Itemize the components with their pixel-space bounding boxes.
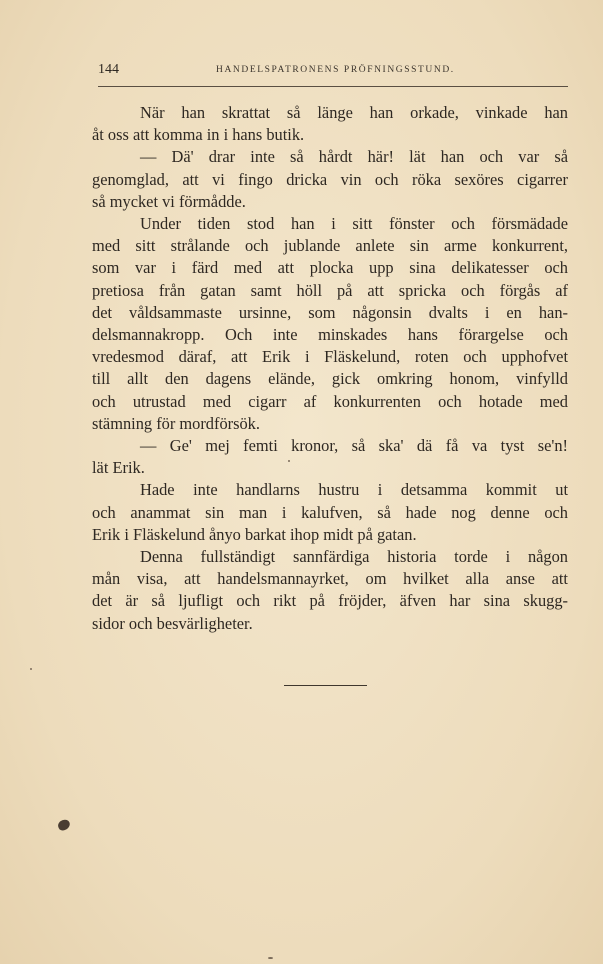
text-line: det våldsammaste ursinne, som någonsin dvalts i en han- [92, 302, 568, 322]
text-line: och anammat sin man i kalufven, så hade nog denne och [92, 502, 568, 522]
text-line: med sitt strålande och jublande anlete sin arme konkurrent, [92, 236, 568, 256]
paragraph [92, 546, 568, 635]
paper-speck [288, 460, 290, 462]
text-line: som var i färd med att plocka upp sina delikatesser och [92, 258, 568, 278]
text-line: sidor och besvärligheter. [92, 613, 253, 633]
text-line: Erik i Fläskelund ånyo barkat ihop midt på gatan. [92, 524, 417, 544]
page-number: 144 [98, 62, 119, 77]
text-line: — Ge' mej femti kronor, så ska' dä få va tyst se'n! [140, 436, 568, 456]
page-header [98, 62, 568, 87]
text-line: Denna fullständigt sannfärdiga historia torde i någon [140, 547, 568, 567]
text-line: lät Erik. [92, 458, 145, 478]
paragraph [92, 146, 568, 213]
paper-speck [30, 668, 32, 670]
text-line: det är så ljufligt och rikt på fröjder, äfven har sina skugg- [92, 591, 568, 611]
text-line: mån visa, att handelsmannayrket, om hvilket alla anse att [92, 569, 568, 589]
paragraph [92, 213, 568, 435]
section-end-rule [284, 685, 367, 686]
text-line: Hade inte handlarns hustru i detsamma kommit ut [140, 480, 568, 500]
text-line: till allt den dagens elände, gick omkring honom, vinfylld [92, 369, 568, 389]
text-line: pretiosa från gatan samt höll på att spricka och förgås af [92, 280, 568, 300]
text-line: När han skrattat så länge han orkade, vinkade han [140, 103, 568, 122]
body-text [92, 102, 568, 635]
paragraph [92, 102, 568, 146]
text-line: och utrustad med cigarr af konkurrenten och hotade med [92, 391, 568, 411]
paragraph [92, 435, 568, 479]
ink-stain [57, 818, 72, 832]
paper-speck [268, 957, 273, 959]
text-line: så mycket vi förmådde. [92, 191, 246, 211]
text-line: genomglad, att vi fingo dricka vin och röka sexöres cigarrer [92, 169, 568, 189]
text-line: vredesmod däraf, att Erik i Fläskelund, roten och upphofvet [92, 347, 568, 367]
text-line: Under tiden stod han i sitt fönster och försmädade [140, 214, 568, 234]
text-line: delsmannakropp. Och inte minskades hans förargelse och [92, 325, 568, 345]
paragraph [92, 479, 568, 546]
text-line: stämning för mordförsök. [92, 413, 260, 433]
running-head: HANDELSPATRONENS PRÖFNINGSSTUND. [216, 65, 455, 75]
text-line: — Dä' drar inte så hårdt här! lät han och var så [140, 147, 568, 167]
text-line: åt oss att komma in i hans butik. [92, 125, 305, 145]
